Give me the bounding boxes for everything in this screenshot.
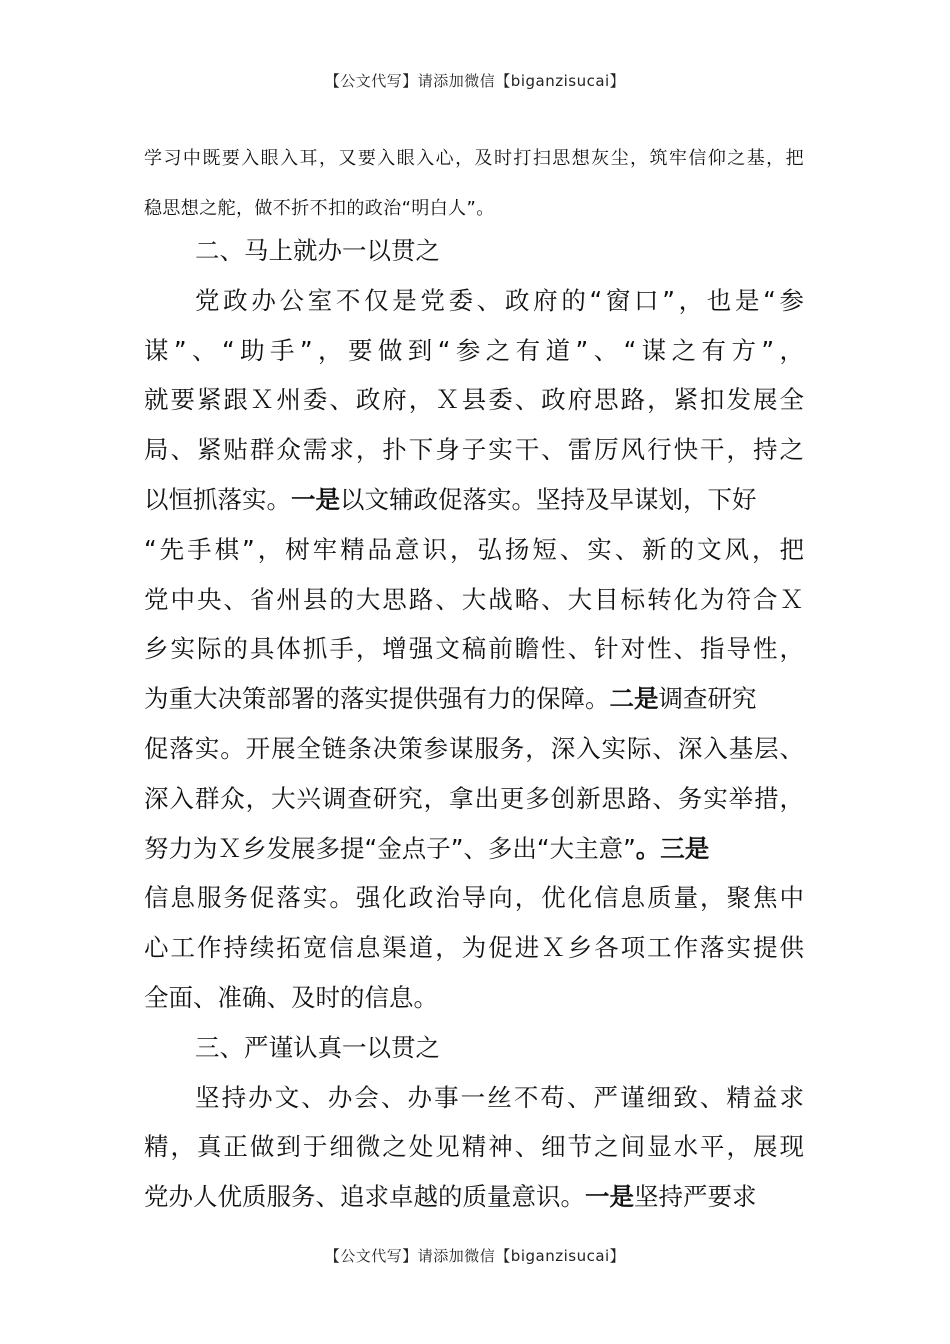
- text-line: 信息服务促落实。强化政治导向，优化信息质量，聚焦中: [144, 883, 804, 913]
- section-paragraph: [144, 276, 804, 1023]
- text-line: 心工作持续拓宽信息渠道，为促进Ｘ乡各项工作落实提供: [144, 933, 804, 963]
- text-line: 促落实。开展全链条决策参谋服务，深入实际、深入基层、: [144, 733, 804, 763]
- text-line: 局、紧贴群众需求，扑下身子实干、雷厉风行快干，持之: [144, 435, 804, 465]
- text-run: 为重大决策部署的落实提供强有力的保障。: [144, 684, 610, 714]
- text-line: 深入群众，大兴调查研究，拿出更多创新思路、务实举措，: [144, 783, 804, 813]
- text-line: [144, 1172, 804, 1222]
- emphasis-marker: 一是: [585, 1182, 634, 1212]
- document-body: [144, 226, 804, 1222]
- text-run: 坚持严要求: [634, 1182, 757, 1212]
- text-run: 以文辅政促落实。坚持及早谋划，下好: [340, 484, 757, 514]
- text-line: 党中央、省州县的大思路、大战略、大目标转化为符合Ｘ: [144, 584, 804, 614]
- text-line: “先手棋”，树牢精品意识，弘扬短、实、新的文风，把: [144, 534, 804, 564]
- text-line: 全面、准确、及时的信息。: [144, 982, 438, 1012]
- text-line: 就要紧跟Ｘ州委、政府，Ｘ县委、政府思路，紧扣发展全: [144, 385, 804, 415]
- intro-paragraph: [144, 134, 804, 234]
- page-footer: 【公文代写】请添加微信【biganzisucai】: [324, 1247, 626, 1265]
- text-line: [144, 475, 804, 525]
- text-line: 精，真正做到于细微之处见精神、细节之间显水平，展现: [144, 1132, 804, 1162]
- text-line: [144, 824, 804, 874]
- section-paragraph: [144, 1073, 804, 1222]
- text-line: 谋”、“助手”，要做到“参之有道”、“谋之有方”，: [144, 335, 804, 365]
- text-run: 努力为Ｘ乡发展多提“金点子”、多出“大主意”: [144, 833, 636, 863]
- text-run: 调查研究: [658, 684, 757, 714]
- section-heading: 三、严谨认真一以贯之: [195, 1032, 440, 1062]
- text-line: 学习中既要入眼入耳，又要入眼入心，及时打扫思想灰尘，筑牢信仰之基，把: [144, 148, 804, 169]
- emphasis-marker: 二是: [609, 684, 659, 714]
- text-line: 乡实际的具体抓手，增强文稿前瞻性、针对性、指导性，: [144, 634, 804, 664]
- emphasis-marker: 一是: [291, 484, 340, 514]
- section-heading: 二、马上就办一以贯之: [195, 236, 440, 265]
- text-line: 党政办公室不仅是党委、政府的“窗口”，也是“参: [195, 285, 804, 315]
- page-header: 【公文代写】请添加微信【biganzisucai】: [324, 72, 626, 90]
- text-run: 以恒抓落实。: [144, 484, 291, 514]
- text-line: 坚持办文、办会、办事一丝不苟、严谨细致、精益求: [195, 1082, 804, 1112]
- emphasis-marker: 。三是: [635, 833, 710, 863]
- text-line: [144, 674, 804, 724]
- text-run: 党办人优质服务、追求卓越的质量意识。: [144, 1182, 585, 1212]
- text-line: 稳思想之舵，做不折不扣的政治“明白人”。: [144, 197, 495, 219]
